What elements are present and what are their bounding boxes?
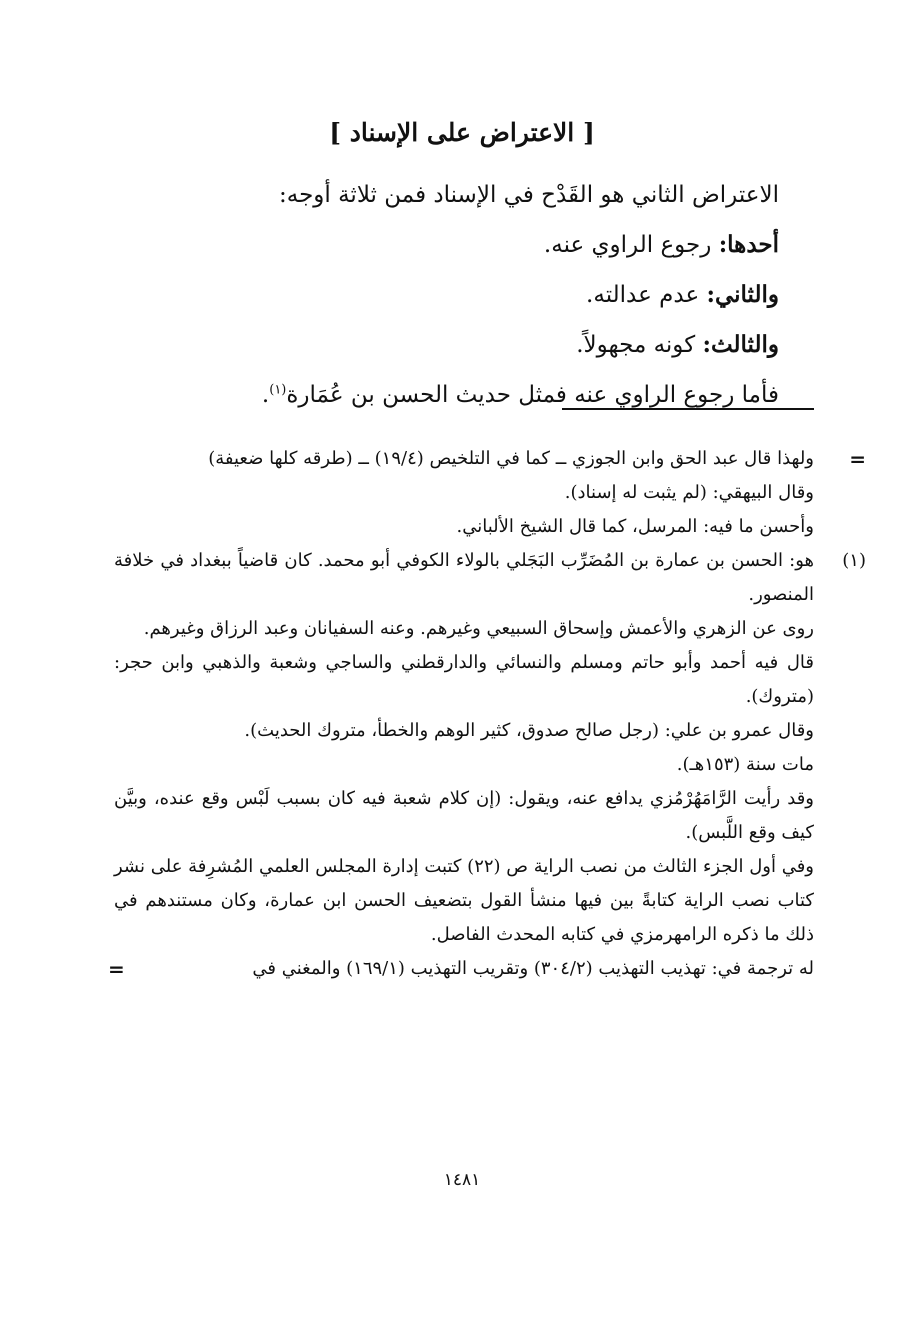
footnote-paragraph: هو: الحسن بن عمارة بن المُضَرِّب البَجَلي بالولاء الكوفي أبو محمد. كان قاضياً ببغداد في خلافة المنصور. (114, 550, 814, 605)
footnote-paragraph: مات سنة (١٥٣هـ). (676, 754, 814, 775)
footnote-paragraph: قال فيه أحمد وأبو حاتم ومسلم والنسائي والدارقطني والساجي وشعبة والذهبي وابن حجر: (متروك). (114, 652, 814, 707)
closing-line-text: فأما رجوع الراوي عنه فمثل حديث الحسن بن عُمَارة (286, 382, 779, 408)
footnote-paragraph: وقد رأيت الرَّامَهُرْمُزي يدافع عنه، ويقول: (إن كلام شعبة فيه كان بسبب لَبْس وقع عنده، وبيَّن كيف وقع اللَّبس). (114, 788, 814, 843)
point-two (139, 270, 779, 320)
continued-footnote (114, 442, 866, 544)
footnote-paragraph: وقال البيهقي: (لم يثبت له إسناد). (564, 482, 814, 503)
footnote-separator (562, 408, 814, 410)
footnote-paragraph: له ترجمة في: تهذيب التهذيب (٣٠٤/٢) وتقريب التهذيب (١٦٩/١) والمغني في (252, 958, 814, 979)
footnotes (108, 442, 866, 986)
footnote-paragraph: ولهذا قال عبد الحق وابن الجوزي ــ كما في التلخيص (١٩/٤) ــ (طرقه كلها ضعيفة) (208, 448, 814, 469)
closing-line (139, 370, 779, 420)
continues-marker: = (108, 957, 125, 981)
section-heading: [ الاعتراض على الإسناد ] (329, 118, 595, 147)
continuation-marker: = (849, 447, 866, 471)
point-one-text: رجوع الراوي عنه. (543, 232, 719, 258)
point-two-text: عدم عدالته. (586, 282, 707, 308)
footnote-paragraph: وقال عمرو بن علي: (رجل صالح صدوق، كثير الوهم والخطأ، متروك الحديث). (244, 720, 814, 741)
point-two-lead: والثاني: (706, 281, 779, 308)
footnote-1 (108, 544, 866, 986)
page-number: ١٤٨١ (443, 1170, 481, 1190)
footnote-reference: (١) (269, 382, 287, 398)
point-three-lead: والثالث: (702, 331, 779, 358)
footnote-paragraph: وأحسن ما فيه: المرسل، كما قال الشيخ الألباني. (456, 516, 814, 537)
footnote-paragraph: روى عن الزهري والأعمش وإسحاق السبيعي وغيرهم. وعنه السفيانان وعبد الرزاق وغيرهم. (143, 618, 814, 639)
point-one (139, 220, 779, 270)
point-three-text: كونه مجهولاً. (576, 332, 703, 358)
point-one-lead: أحدها: (718, 231, 779, 258)
closing-line-end: . (261, 382, 270, 408)
intro-line: الاعتراض الثاني هو القَدْح في الإسناد فمن ثلاثة أوجه: (278, 182, 779, 208)
main-text (139, 170, 779, 420)
footnote-number: (١) (842, 550, 866, 571)
point-three (139, 320, 779, 370)
footnote-paragraph: وفي أول الجزء الثالث من نصب الراية ص (٢٢) كتبت إدارة المجلس العلمي المُشرِفة على نشر كتاب نصب الراية كتابةً بين فيها منشأ القول بتضعيف الحسن ابن عمارة، وكان مستندهم في ذلك ما ذكره الرامهرمزي في كتابه المحدث الفاصل. (114, 856, 815, 945)
